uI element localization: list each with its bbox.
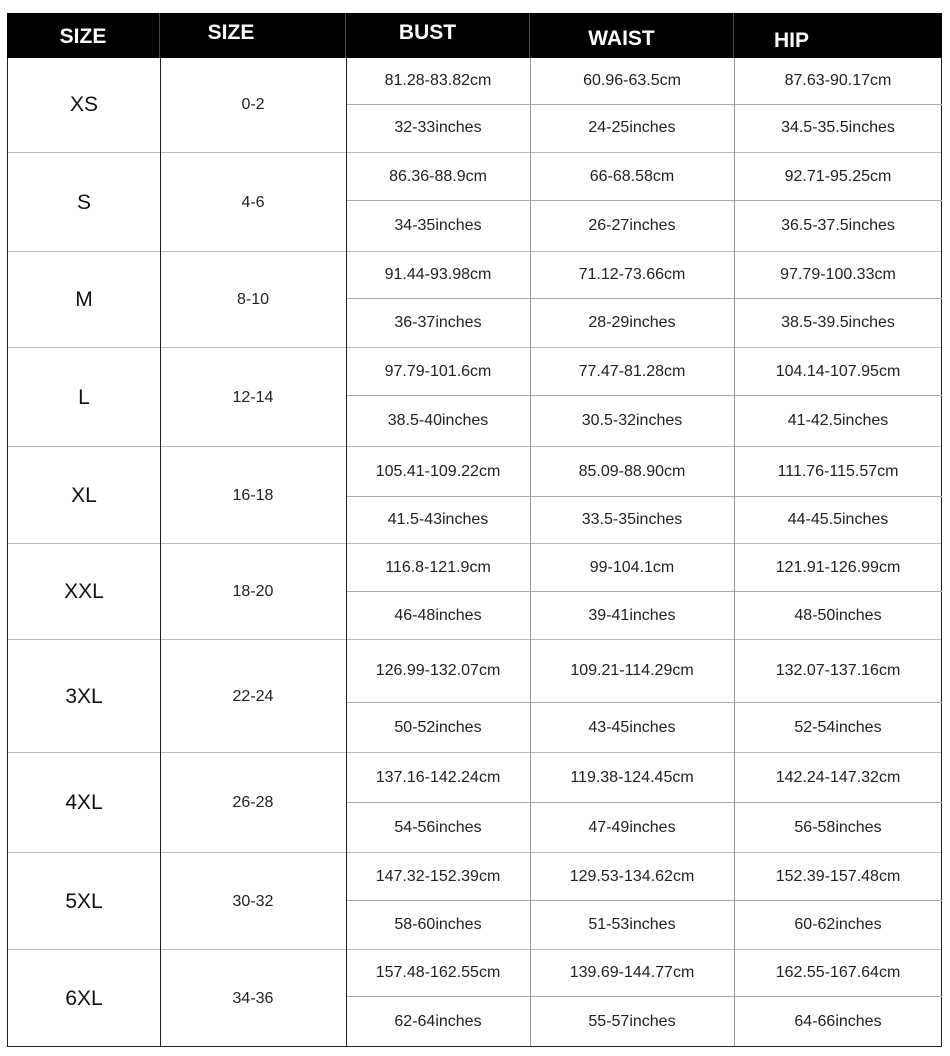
header-size-number: SIZE [207,21,255,44]
bust-cm-cell: 86.36-88.9cm [389,167,487,185]
size-letter-cell: L [78,385,90,409]
bust-inches-cell: 62-64inches [394,1012,482,1030]
hip-cm-cell: 152.39-157.48cm [775,867,901,885]
hip-cm-cell: 87.63-90.17cm [784,72,892,89]
size-row [8,752,941,852]
size-chart [7,13,942,1047]
size-row [8,251,941,347]
size-chart-header [7,13,942,58]
waist-cm-cell: 109.21-114.29cm [570,662,694,679]
size-letter-cell: 5XL [65,889,103,913]
waist-inches-cell: 47-49inches [588,818,676,836]
bust-inches-cell: 54-56inches [394,818,482,836]
size-letter-cell: XXL [64,580,104,603]
waist-inches-cell: 55-57inches [588,1012,676,1030]
size-row [8,152,941,251]
waist-inches-cell: 43-45inches [588,718,676,736]
size-row [8,446,941,543]
waist-cm-cell: 77.47-81.28cm [578,362,686,380]
waist-cm-cell: 85.09-88.90cm [578,462,686,480]
bust-cm-cell: 105.41-109.22cm [375,462,501,480]
size-number-cell: 26-28 [232,794,274,811]
hip-inches-cell: 60-62inches [794,916,882,933]
size-letter-cell: XL [71,483,97,507]
bust-cm-cell: 81.28-83.82cm [384,72,492,89]
hip-cm-cell: 97.79-100.33cm [780,266,896,283]
bust-inches-cell: 32-33inches [394,119,482,136]
size-number-cell: 22-24 [232,687,274,705]
size-letter-cell: XS [69,93,98,116]
header-hip: HIP [774,29,810,52]
size-letter-cell: 3XL [65,684,103,708]
bust-inches-cell: 46-48inches [394,606,482,624]
hip-cm-cell: 142.24-147.32cm [775,768,901,786]
hip-inches-cell: 48-50inches [794,606,882,624]
waist-cm-cell: 119.38-124.45cm [570,768,694,786]
bust-inches-cell: 36-37inches [394,314,482,331]
hip-inches-cell: 52-54inches [794,718,882,736]
hip-cm-cell: 92.71-95.25cm [784,167,892,185]
size-letter-cell: S [76,190,91,214]
bust-inches-cell: 50-52inches [394,718,482,736]
size-chart-body [7,58,942,1047]
hip-inches-cell: 44-45.5inches [787,511,889,528]
header-waist: WAIST [588,27,655,50]
size-number-cell: 16-18 [232,486,274,504]
hip-cm-cell: 104.14-107.95cm [775,362,901,380]
header-size-letter: SIZE [59,25,107,48]
waist-inches-cell: 51-53inches [588,916,676,933]
size-letter-cell: M [75,288,93,311]
waist-inches-cell: 24-25inches [588,119,676,136]
size-row [8,949,941,1046]
waist-inches-cell: 28-29inches [588,314,676,331]
hip-inches-cell: 56-58inches [794,818,882,836]
bust-inches-cell: 41.5-43inches [387,511,489,528]
size-number-cell: 18-20 [232,583,274,600]
bust-cm-cell: 97.79-101.6cm [384,362,492,380]
header-bust: BUST [398,21,457,44]
size-row [8,852,941,949]
hip-cm-cell: 121.91-126.99cm [775,558,901,576]
size-row [8,639,941,752]
hip-cm-cell: 162.55-167.64cm [775,964,901,981]
waist-inches-cell: 30.5-32inches [581,412,683,429]
hip-inches-cell: 36.5-37.5inches [781,217,895,234]
size-row [8,543,941,639]
size-letter-cell: 4XL [65,791,103,814]
hip-cm-cell: 132.07-137.16cm [775,662,901,679]
bust-inches-cell: 34-35inches [394,217,482,234]
waist-cm-cell: 139.69-144.77cm [569,964,695,981]
hip-inches-cell: 34.5-35.5inches [781,119,895,136]
waist-inches-cell: 26-27inches [588,217,676,234]
bust-cm-cell: 147.32-152.39cm [375,867,501,885]
hip-inches-cell: 41-42.5inches [787,412,889,429]
hip-inches-cell: 38.5-39.5inches [781,314,895,331]
bust-cm-cell: 91.44-93.98cm [384,266,492,283]
waist-cm-cell: 60.96-63.5cm [583,72,681,89]
size-number-cell: 34-36 [232,989,274,1007]
size-number-cell: 30-32 [232,892,274,910]
bust-cm-cell: 137.16-142.24cm [375,768,501,786]
bust-cm-cell: 157.48-162.55cm [375,964,501,981]
waist-inches-cell: 39-41inches [588,606,676,624]
waist-cm-cell: 66-68.58cm [589,167,675,185]
size-row [8,58,941,152]
waist-inches-cell: 33.5-35inches [581,511,683,528]
size-number-cell: 8-10 [236,291,270,308]
size-row [8,347,941,446]
bust-cm-cell: 126.99-132.07cm [375,662,501,679]
hip-inches-cell: 64-66inches [794,1012,882,1030]
waist-cm-cell: 99-104.1cm [589,558,675,576]
bust-inches-cell: 58-60inches [394,916,482,933]
waist-cm-cell: 71.12-73.66cm [578,266,686,283]
bust-cm-cell: 116.8-121.9cm [385,558,491,576]
size-number-cell: 4-6 [241,193,265,211]
size-number-cell: 0-2 [241,96,265,113]
size-letter-cell: 6XL [65,986,103,1010]
bust-inches-cell: 38.5-40inches [387,412,489,429]
hip-cm-cell: 111.76-115.57cm [777,462,899,480]
waist-cm-cell: 129.53-134.62cm [569,867,695,885]
size-number-cell: 12-14 [232,388,274,406]
